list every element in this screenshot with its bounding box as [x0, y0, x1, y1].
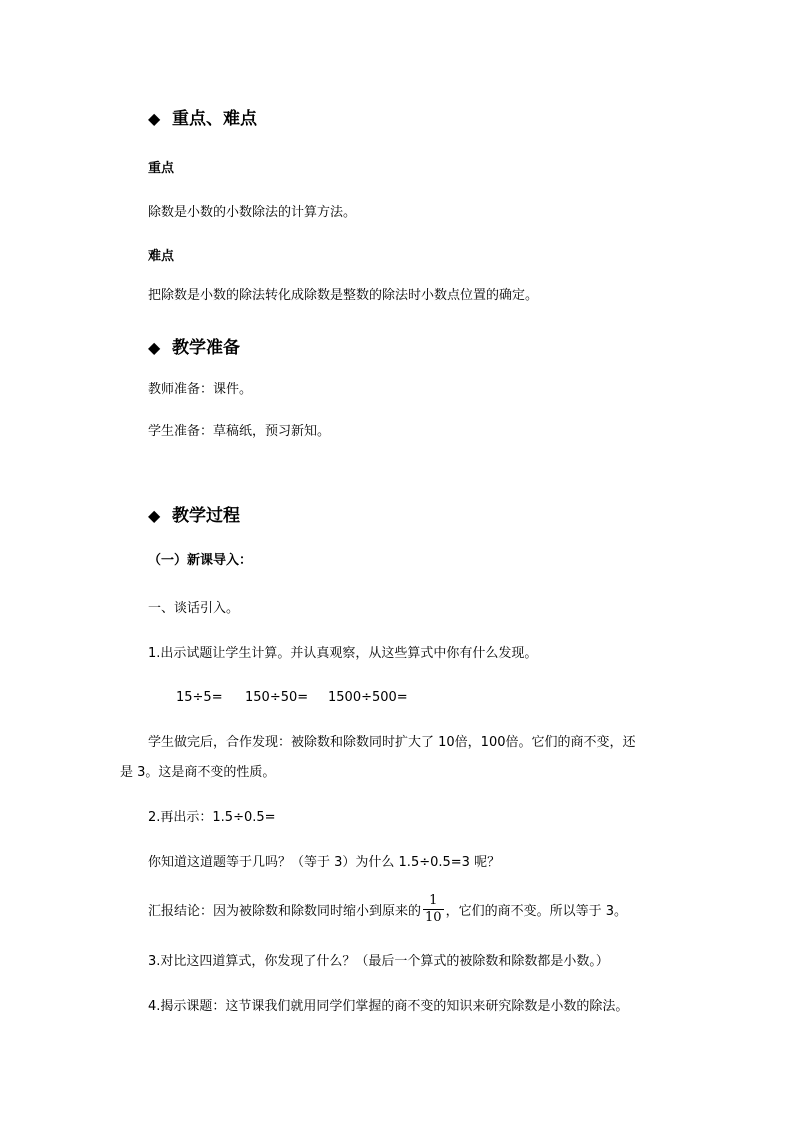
equation-item: 15÷5=: [176, 690, 223, 705]
observation-line-2: 是 3。这是商不变的性质。: [120, 765, 276, 780]
step-1-text: 1.出示试题让学生计算。并认真观察，从这些算式中你有什么发现。: [148, 646, 538, 661]
step-4-text: 4.揭示课题：这节课我们就用同学们掌握的商不变的知识来研究除数是小数的除法。: [148, 999, 629, 1014]
step-2-text: 2.再出示：1.5÷0.5=: [148, 810, 276, 825]
difficulty-text: 把除数是小数的除法转化成除数是整数的除法时小数点位置的确定。: [148, 288, 539, 303]
intro-text: 一、谈话引入。: [148, 601, 240, 616]
conclusion-before: 汇报结论：因为被除数和除数同时缩小到原来的: [148, 904, 422, 919]
diamond-bullet-icon: ◆: [148, 506, 161, 525]
section-heading-key-points: [148, 108, 257, 130]
equation-item: 150÷50=: [245, 690, 309, 705]
step-3-text: 3.对比这四道算式，你发现了什么？（最后一个算式的被除数和除数都是小数。）: [148, 954, 609, 969]
section-heading-preparation: [148, 337, 240, 359]
fraction-one-tenth: [423, 893, 444, 926]
section-title: 教学准备: [172, 338, 240, 358]
section-title: 重点、难点: [172, 109, 257, 129]
process-subtitle: （一）新课导入：: [148, 553, 253, 568]
diamond-bullet-icon: ◆: [148, 338, 161, 357]
section-heading-process: [148, 505, 240, 527]
teacher-preparation: 教师准备：课件。: [148, 382, 253, 397]
conclusion-after: ，它们的商不变。所以等于 3。: [445, 904, 627, 919]
equation-item: 1500÷500=: [328, 690, 408, 705]
fraction-denominator: 10: [425, 910, 442, 925]
focus-heading: 重点: [148, 161, 175, 176]
section-title: 教学过程: [172, 506, 240, 526]
question-text: 你知道这道题等于几吗？（等于 3）为什么 1.5÷0.5=3 呢？: [148, 855, 501, 870]
difficulty-heading: 难点: [148, 249, 175, 264]
conclusion-text: [148, 895, 627, 929]
focus-text: 除数是小数的小数除法的计算方法。: [148, 205, 357, 220]
student-preparation: 学生准备：草稿纸，预习新知。: [148, 424, 331, 439]
diamond-bullet-icon: ◆: [148, 109, 161, 128]
fraction-numerator: 1: [423, 893, 444, 910]
equation-row: [176, 689, 408, 707]
observation-line-1: 学生做完后，合作发现：被除数和除数同时扩大了 10倍，100倍。它们的商不变，还: [148, 735, 636, 750]
